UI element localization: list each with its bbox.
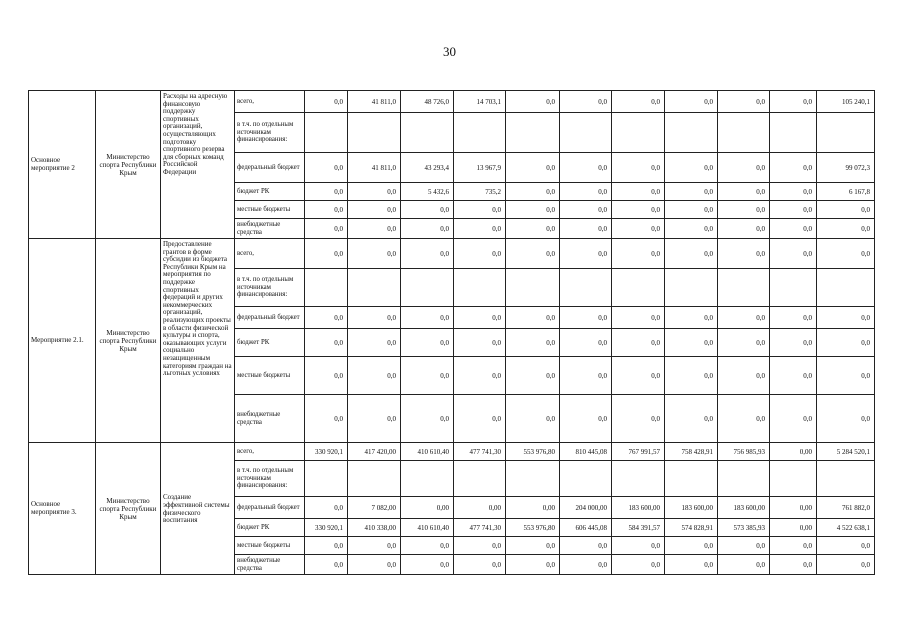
amount-cell: 48 726,0 — [401, 91, 454, 113]
funding-source: бюджет РК — [235, 519, 305, 537]
amount-cell: 0,0 — [612, 555, 665, 575]
amount-cell: 0,0 — [718, 201, 770, 219]
amount-cell: 0,0 — [305, 395, 348, 443]
amount-cell: 553 976,80 — [506, 443, 560, 461]
amount-cell: 0,0 — [348, 201, 401, 219]
amount-cell — [817, 269, 875, 307]
amount-cell: 0,0 — [612, 395, 665, 443]
amount-cell: 0,00 — [401, 497, 454, 519]
amount-cell: 105 240,1 — [817, 91, 875, 113]
amount-cell: 606 445,08 — [560, 519, 612, 537]
amount-cell: 0,0 — [560, 239, 612, 269]
amount-cell: 0,0 — [612, 357, 665, 395]
amount-cell: 477 741,30 — [454, 443, 506, 461]
amount-cell: 43 293,4 — [401, 153, 454, 183]
amount-cell: 0,0 — [770, 201, 817, 219]
amount-cell: 4 522 638,1 — [817, 519, 875, 537]
amount-cell — [348, 269, 401, 307]
amount-cell: 0,0 — [770, 307, 817, 329]
amount-cell: 0,0 — [817, 329, 875, 357]
amount-cell: 0,0 — [718, 357, 770, 395]
amount-cell: 0,0 — [718, 555, 770, 575]
amount-cell: 0,0 — [612, 329, 665, 357]
amount-cell: 0,0 — [506, 395, 560, 443]
amount-cell: 0,00 — [770, 519, 817, 537]
amount-cell: 0,0 — [506, 201, 560, 219]
amount-cell: 0,0 — [401, 201, 454, 219]
amount-cell: 0,0 — [770, 183, 817, 201]
amount-cell: 0,0 — [348, 239, 401, 269]
amount-cell — [348, 461, 401, 497]
amount-cell: 0,0 — [305, 555, 348, 575]
amount-cell: 0,0 — [770, 91, 817, 113]
amount-cell: 0,0 — [718, 91, 770, 113]
amount-cell: 0,0 — [612, 153, 665, 183]
funding-source: в т.ч. по отдельным источникам финансирования: — [235, 113, 305, 153]
amount-cell: 0,0 — [612, 239, 665, 269]
amount-cell: 0,0 — [612, 183, 665, 201]
responsible-org: Министерство спорта Республики Крым — [96, 443, 161, 575]
amount-cell: 0,0 — [506, 357, 560, 395]
amount-cell: 41 811,0 — [348, 153, 401, 183]
amount-cell — [560, 269, 612, 307]
amount-cell: 0,0 — [305, 153, 348, 183]
funding-source: в т.ч. по отдельным источникам финансирования: — [235, 461, 305, 497]
amount-cell: 0,0 — [305, 357, 348, 395]
amount-cell: 0,0 — [817, 201, 875, 219]
responsible-org: Министерство спорта Республики Крым — [96, 91, 161, 239]
amount-cell: 0,0 — [454, 239, 506, 269]
funding-source: всего, — [235, 91, 305, 113]
funding-source: внебюджетные средства — [235, 395, 305, 443]
amount-cell: 5 284 520,1 — [817, 443, 875, 461]
amount-cell: 5 432,6 — [401, 183, 454, 201]
amount-cell: 0,0 — [770, 357, 817, 395]
amount-cell: 0,0 — [718, 537, 770, 555]
amount-cell: 0,0 — [506, 153, 560, 183]
amount-cell: 0,0 — [665, 239, 718, 269]
amount-cell: 0,0 — [560, 183, 612, 201]
activity-description: Предоставление грантов в форме субсидии из бюджета Республики Крым на мероприятия по поддержке спортивных федераций и других некоммерческих организаций, реализующих проекты в области физической культуры и спорта, оказывающих услуги социально незащищенным категориям граждан на льготных условиях — [161, 239, 235, 443]
amount-cell: 0,00 — [770, 443, 817, 461]
table-row — [29, 239, 875, 269]
funding-source: в т.ч. по отдельным источникам финансирования: — [235, 269, 305, 307]
amount-cell: 0,0 — [305, 537, 348, 555]
amount-cell: 0,0 — [770, 239, 817, 269]
amount-cell: 0,0 — [665, 329, 718, 357]
amount-cell: 99 072,3 — [817, 153, 875, 183]
amount-cell: 0,0 — [506, 555, 560, 575]
amount-cell: 0,0 — [305, 183, 348, 201]
amount-cell — [665, 461, 718, 497]
amount-cell: 0,0 — [305, 497, 348, 519]
amount-cell: 584 391,57 — [612, 519, 665, 537]
amount-cell: 0,0 — [506, 219, 560, 239]
amount-cell: 0,0 — [718, 153, 770, 183]
amount-cell — [817, 461, 875, 497]
amount-cell: 0,0 — [506, 183, 560, 201]
amount-cell: 0,0 — [560, 555, 612, 575]
amount-cell: 0,0 — [305, 91, 348, 113]
amount-cell: 0,0 — [305, 239, 348, 269]
amount-cell: 0,0 — [454, 329, 506, 357]
amount-cell: 758 428,91 — [665, 443, 718, 461]
amount-cell: 0,0 — [718, 219, 770, 239]
amount-cell — [718, 269, 770, 307]
amount-cell: 0,00 — [506, 497, 560, 519]
amount-cell: 0,0 — [506, 91, 560, 113]
amount-cell: 0,0 — [454, 555, 506, 575]
amount-cell — [348, 113, 401, 153]
activity-name: Мероприятие 2.1. — [29, 239, 96, 443]
amount-cell: 553 976,80 — [506, 519, 560, 537]
amount-cell: 0,0 — [665, 153, 718, 183]
amount-cell: 0,0 — [665, 91, 718, 113]
amount-cell: 0,0 — [612, 219, 665, 239]
amount-cell — [718, 461, 770, 497]
amount-cell: 0,0 — [454, 357, 506, 395]
amount-cell — [612, 269, 665, 307]
amount-cell: 0,0 — [665, 537, 718, 555]
amount-cell: 330 920,1 — [305, 519, 348, 537]
amount-cell: 0,0 — [612, 91, 665, 113]
amount-cell: 0,00 — [454, 497, 506, 519]
amount-cell — [401, 269, 454, 307]
amount-cell — [454, 269, 506, 307]
amount-cell — [401, 113, 454, 153]
amount-cell: 183 600,00 — [612, 497, 665, 519]
amount-cell: 0,0 — [348, 395, 401, 443]
table-row — [29, 443, 875, 461]
amount-cell: 0,0 — [348, 307, 401, 329]
amount-cell: 810 445,08 — [560, 443, 612, 461]
amount-cell: 410 338,00 — [348, 519, 401, 537]
amount-cell: 410 610,40 — [401, 443, 454, 461]
amount-cell: 183 600,00 — [665, 497, 718, 519]
amount-cell: 0,0 — [817, 307, 875, 329]
amount-cell: 735,2 — [454, 183, 506, 201]
amount-cell: 0,0 — [348, 537, 401, 555]
activity-description: Создание эффективной системы физического воспитания — [161, 443, 235, 575]
amount-cell: 0,0 — [665, 555, 718, 575]
amount-cell: 0,0 — [817, 537, 875, 555]
amount-cell — [305, 461, 348, 497]
funding-source: бюджет РК — [235, 329, 305, 357]
amount-cell: 0,0 — [454, 537, 506, 555]
amount-cell: 0,0 — [560, 357, 612, 395]
funding-source: внебюджетные средства — [235, 555, 305, 575]
amount-cell: 0,0 — [770, 329, 817, 357]
budget-table — [28, 90, 875, 575]
page-number: 30 — [443, 44, 456, 59]
amount-cell: 0,0 — [718, 395, 770, 443]
funding-source: местные бюджеты — [235, 201, 305, 219]
amount-cell: 7 082,00 — [348, 497, 401, 519]
funding-source: местные бюджеты — [235, 357, 305, 395]
amount-cell — [454, 113, 506, 153]
amount-cell: 0,0 — [454, 395, 506, 443]
amount-cell: 14 703,1 — [454, 91, 506, 113]
amount-cell: 0,0 — [506, 537, 560, 555]
amount-cell: 0,0 — [770, 555, 817, 575]
amount-cell: 0,0 — [770, 219, 817, 239]
amount-cell: 0,0 — [718, 183, 770, 201]
amount-cell: 204 000,00 — [560, 497, 612, 519]
amount-cell: 0,0 — [560, 329, 612, 357]
amount-cell: 0,0 — [305, 329, 348, 357]
amount-cell: 767 991,57 — [612, 443, 665, 461]
amount-cell: 574 828,91 — [665, 519, 718, 537]
amount-cell — [454, 461, 506, 497]
funding-source: внебюджетные средства — [235, 219, 305, 239]
amount-cell: 0,0 — [665, 357, 718, 395]
amount-cell: 410 610,40 — [401, 519, 454, 537]
amount-cell: 0,0 — [612, 307, 665, 329]
amount-cell: 0,0 — [348, 329, 401, 357]
amount-cell — [506, 461, 560, 497]
amount-cell — [665, 113, 718, 153]
amount-cell: 0,0 — [305, 219, 348, 239]
amount-cell — [560, 113, 612, 153]
amount-cell: 0,0 — [770, 537, 817, 555]
table-row — [29, 91, 875, 113]
amount-cell: 0,0 — [506, 239, 560, 269]
amount-cell: 0,0 — [401, 537, 454, 555]
amount-cell: 0,0 — [665, 183, 718, 201]
responsible-org: Министерство спорта Республики Крым — [96, 239, 161, 443]
amount-cell — [718, 113, 770, 153]
amount-cell: 0,0 — [305, 307, 348, 329]
table-body — [29, 91, 875, 575]
amount-cell: 0,0 — [454, 307, 506, 329]
amount-cell — [506, 113, 560, 153]
funding-source: федеральный бюджет — [235, 153, 305, 183]
amount-cell: 0,0 — [718, 329, 770, 357]
amount-cell: 0,0 — [665, 219, 718, 239]
amount-cell: 0,00 — [770, 497, 817, 519]
amount-cell: 0,0 — [560, 307, 612, 329]
amount-cell: 0,0 — [401, 357, 454, 395]
funding-source: всего, — [235, 443, 305, 461]
amount-cell: 0,0 — [817, 555, 875, 575]
amount-cell: 0,0 — [665, 201, 718, 219]
amount-cell: 0,0 — [560, 219, 612, 239]
amount-cell: 0,0 — [348, 219, 401, 239]
activity-name: Основное мероприятие 2 — [29, 91, 96, 239]
amount-cell: 0,0 — [817, 219, 875, 239]
funding-source: местные бюджеты — [235, 537, 305, 555]
amount-cell — [560, 461, 612, 497]
amount-cell — [770, 461, 817, 497]
amount-cell — [305, 269, 348, 307]
amount-cell — [612, 461, 665, 497]
amount-cell: 0,0 — [817, 239, 875, 269]
amount-cell: 0,0 — [817, 395, 875, 443]
amount-cell: 6 167,8 — [817, 183, 875, 201]
amount-cell: 0,0 — [348, 183, 401, 201]
amount-cell: 761 882,0 — [817, 497, 875, 519]
amount-cell: 330 920,1 — [305, 443, 348, 461]
amount-cell: 0,0 — [401, 395, 454, 443]
amount-cell: 0,0 — [506, 329, 560, 357]
activity-name: Основное мероприятие 3. — [29, 443, 96, 575]
amount-cell: 41 811,0 — [348, 91, 401, 113]
amount-cell: 0,0 — [401, 219, 454, 239]
amount-cell: 0,0 — [401, 329, 454, 357]
amount-cell: 0,0 — [560, 201, 612, 219]
amount-cell: 0,0 — [665, 307, 718, 329]
amount-cell: 0,0 — [817, 357, 875, 395]
amount-cell: 0,0 — [401, 307, 454, 329]
amount-cell: 0,0 — [770, 395, 817, 443]
amount-cell: 0,0 — [612, 537, 665, 555]
amount-cell — [770, 269, 817, 307]
amount-cell: 0,0 — [401, 555, 454, 575]
amount-cell — [770, 113, 817, 153]
amount-cell — [401, 461, 454, 497]
amount-cell: 0,0 — [506, 307, 560, 329]
amount-cell: 0,0 — [560, 91, 612, 113]
amount-cell: 0,0 — [560, 537, 612, 555]
amount-cell: 13 967,9 — [454, 153, 506, 183]
amount-cell — [817, 113, 875, 153]
amount-cell: 0,0 — [770, 153, 817, 183]
amount-cell — [612, 113, 665, 153]
funding-source: бюджет РК — [235, 183, 305, 201]
amount-cell: 477 741,30 — [454, 519, 506, 537]
amount-cell: 0,0 — [560, 153, 612, 183]
amount-cell: 0,0 — [560, 395, 612, 443]
amount-cell — [506, 269, 560, 307]
amount-cell: 0,0 — [348, 357, 401, 395]
amount-cell: 0,0 — [718, 307, 770, 329]
amount-cell: 0,0 — [718, 239, 770, 269]
amount-cell: 0,0 — [454, 201, 506, 219]
amount-cell: 573 385,93 — [718, 519, 770, 537]
amount-cell: 0,0 — [454, 219, 506, 239]
amount-cell: 756 985,93 — [718, 443, 770, 461]
amount-cell — [305, 113, 348, 153]
amount-cell: 417 420,00 — [348, 443, 401, 461]
amount-cell — [665, 269, 718, 307]
funding-source: федеральный бюджет — [235, 307, 305, 329]
funding-source: всего, — [235, 239, 305, 269]
amount-cell: 0,0 — [305, 201, 348, 219]
amount-cell: 0,0 — [665, 395, 718, 443]
funding-source: федеральный бюджет — [235, 497, 305, 519]
activity-description: Расходы на адресную финансовую поддержку спортивных организаций, осуществляющих подготовку спортивного резерва для сборных команд Российской Федерации — [161, 91, 235, 239]
amount-cell: 0,0 — [612, 201, 665, 219]
amount-cell: 0,0 — [348, 555, 401, 575]
amount-cell: 0,0 — [401, 239, 454, 269]
amount-cell: 183 600,00 — [718, 497, 770, 519]
